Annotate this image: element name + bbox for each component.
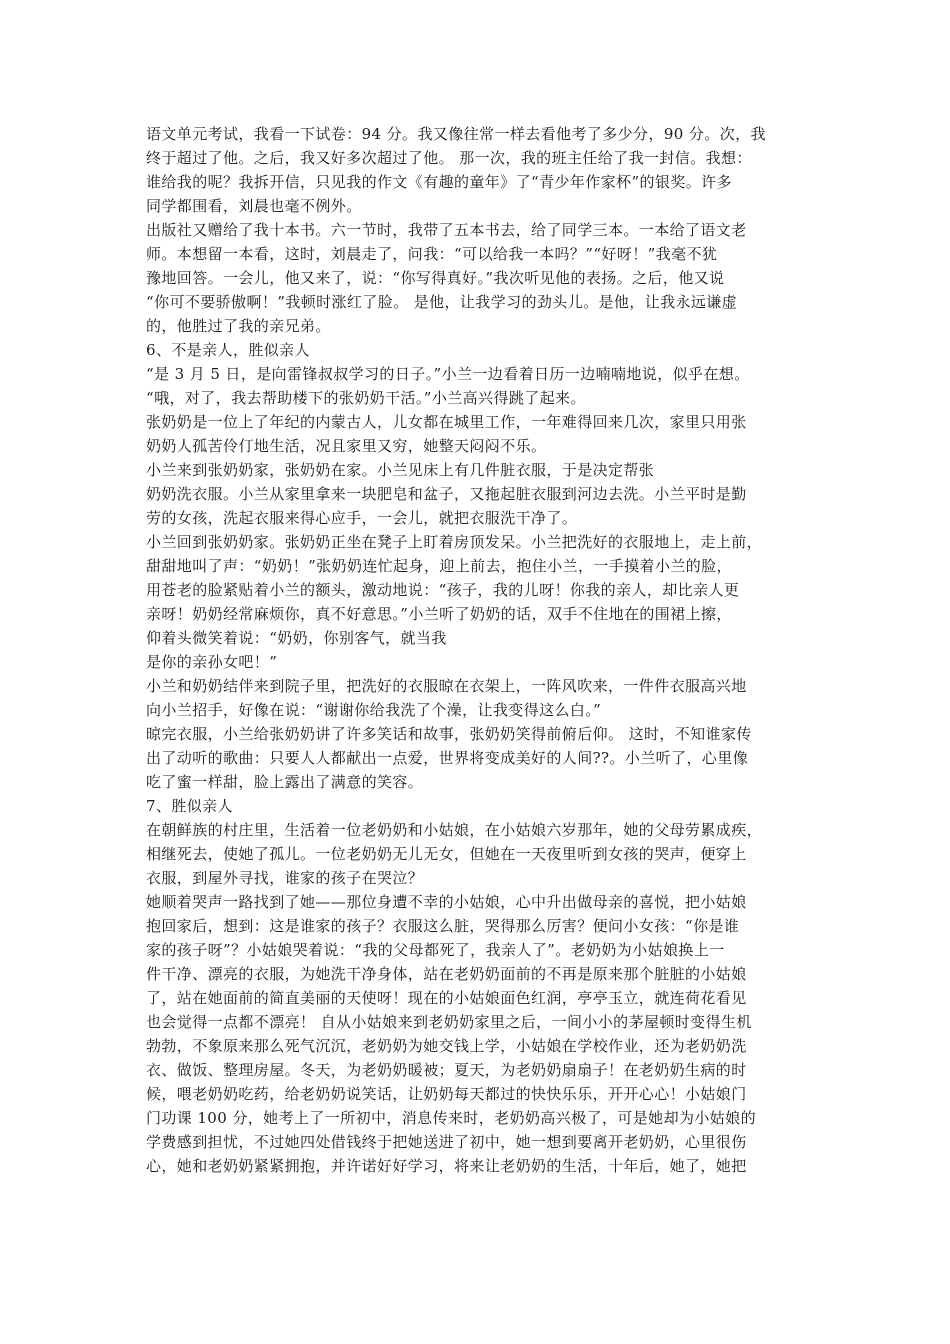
text-line: “哦，对了，我去帮助楼下的张奶奶干活。”小兰高兴得跳了起来。 (146, 389, 586, 407)
text-line: 相继死去，使她了孤儿。一位老奶奶无儿无女，但她在一天夜里听到女孩的哭声，便穿上 (146, 845, 747, 863)
text-line: 抱回家后，想到：这是谁家的孩子？衣服这么脏，哭得那么厉害？便问小女孩：“你是谁 (146, 917, 740, 935)
text-line: 家的孩子呀”？小姑娘哭着说：“我的父母都死了，我亲人了”。老奶奶为小姑娘换上一 (146, 941, 725, 959)
text-line: 向小兰招手，好像在说：“谢谢你给我洗了个澡，让我变得这么白。” (146, 701, 602, 719)
text-line: 勃勃，不象原来那么死气沉沉，老奶奶为她交钱上学，小姑娘在学校作业，还为老奶奶洗 (146, 1037, 747, 1055)
text-line: 张奶奶是一位上了年纪的内蒙古人，儿女都在城里工作，一年难得回来几次，家里只用张 (146, 413, 747, 431)
text-line: 的，他胜过了我的亲兄弟。 (146, 317, 331, 335)
text-line: 终于超过了他。之后，我又好多次超过了他。 那一次，我的班主任给了我一封信。我想： (146, 149, 752, 167)
text-line: 劳的女孩，洗起衣服来得心应手，一会儿，就把衣服洗干净了。 (146, 509, 578, 527)
text-line: 豫地回答。一会儿，他又来了，说：“你写得真好。”我次听见他的表扬。之后，他又说 (146, 269, 725, 287)
text-line: 她顺着哭声一路找到了她——那位身遭不幸的小姑娘，心中升出做母亲的喜悦，把小姑娘 (146, 893, 747, 911)
text-line: 学费感到担忧，不过她四处借钱终于把她送进了初中，她一想到要离开老奶奶，心里很伤 (146, 1133, 747, 1151)
text-line: “是 3 月 5 日，是向雷锋叔叔学习的日子。”小兰一边看着日历一边喃喃地说，似乎在想。 (146, 365, 750, 383)
section-heading: 7、胜似亲人 (146, 797, 233, 815)
text-line: 候，喂老奶奶吃药，给老奶奶说笑话，让奶奶每天都过的快快乐乐，开开心心！小姑娘门 (146, 1085, 747, 1103)
text-line: 了，站在她面前的简直美丽的天使呀！现在的小姑娘面色红润，亭亭玉立，就连荷花看见 (146, 989, 747, 1007)
text-line: 吃了蜜一样甜，脸上露出了满意的笑容。 (146, 773, 424, 791)
text-line: 仰着头微笑着说：“奶奶，你别客气，就当我 (146, 629, 447, 647)
text-line: 出了动听的歌曲：只要人人都献出一点爱，世界将变成美好的人间??。小兰听了，心里像 (146, 749, 749, 767)
text-line: 用苍老的脸紧贴着小兰的额头，激动地说：“孩子，我的儿呀！你我的亲人，却比亲人更 (146, 581, 740, 599)
text-line: 在朝鲜族的村庄里，生活着一位老奶奶和小姑娘，在小姑娘六岁那年，她的父母劳累成疾， (146, 821, 763, 839)
text-line: 师。本想留一本看，这时，刘晨走了，问我：“可以给我一本吗？”“好呀！”我毫不犹 (146, 245, 718, 263)
text-line: 晾完衣服，小兰给张奶奶讲了许多笑话和故事，张奶奶笑得前俯后仰。 这时，不知谁家传 (146, 725, 752, 743)
text-line: 是你的亲孙女吧！” (146, 653, 278, 671)
text-line: 出版社又赠给了我十本书。六一节时，我带了五本书去，给了同学三本。一本给了语文老 (146, 221, 747, 239)
text-line: 同学都围看，刘晨也毫不例外。 (146, 197, 362, 215)
text-line: 件干净、漂亮的衣服，为她洗干净身体，站在老奶奶面前的不再是原来那个脏脏的小姑娘 (146, 965, 747, 983)
section-heading: 6、不是亲人，胜似亲人 (146, 341, 310, 359)
text-line: 门功课 100 分，她考上了一所初中，消息传来时，老奶奶高兴极了，可是她却为小姑娘的 (146, 1109, 756, 1127)
text-line: 亲呀！奶奶经常麻烦你，真不好意思。”小兰听了奶奶的话，双手不住地在的围裙上擦， (146, 605, 732, 623)
text-line: 小兰回到张奶奶家。张奶奶正坐在凳子上盯着房顶发呆。小兰把洗好的衣服地上，走上前， (146, 533, 763, 551)
text-line: 甜甜地叫了声：“奶奶！”张奶奶连忙起身，迎上前去，抱住小兰，一手摸着小兰的脸， (146, 557, 732, 575)
text-line: 衣、做饭、整理房屋。冬天，为老奶奶暖被；夏天，为老奶奶扇扇子！在老奶奶生病的时 (146, 1061, 747, 1079)
document-body (146, 122, 810, 1178)
text-line: 心，她和老奶奶紧紧拥抱，并许诺好好学习，将来让老奶奶的生活，十年后，她了，她把 (146, 1157, 747, 1175)
text-line: 奶奶人孤苦伶仃地生活，况且家里又穷，她整天闷闷不乐。 (146, 437, 547, 455)
text-line: 奶奶洗衣服。小兰从家里拿来一块肥皂和盆子，又拖起脏衣服到河边去洗。小兰平时是勤 (146, 485, 747, 503)
text-line: “你可不要骄傲啊！”我顿时涨红了脸。 是他，让我学习的劲头儿。是他，让我永远谦虚 (146, 293, 738, 311)
text-line: 衣服，到屋外寻找，谁家的孩子在哭泣？ (146, 869, 424, 887)
text-line: 语文单元考试，我看一下试卷：94 分。我又像往常一样去看他考了多少分，90 分。次，我 (146, 125, 766, 143)
text-line: 小兰来到张奶奶家，张奶奶在家。小兰见床上有几件脏衣服，于是决定帮张 (146, 461, 655, 479)
text-line: 小兰和奶奶结伴来到院子里，把洗好的衣服晾在衣架上，一阵风吹来，一件件衣服高兴地 (146, 677, 747, 695)
text-line: 也会觉得一点都不漂亮！ 自从小姑娘来到老奶奶家里之后，一间小小的茅屋顿时变得生机 (146, 1013, 752, 1031)
text-line: 谁给我的呢？我拆开信，只见我的作文《有趣的童年》了“青少年作家杯”的银奖。许多 (146, 173, 732, 191)
